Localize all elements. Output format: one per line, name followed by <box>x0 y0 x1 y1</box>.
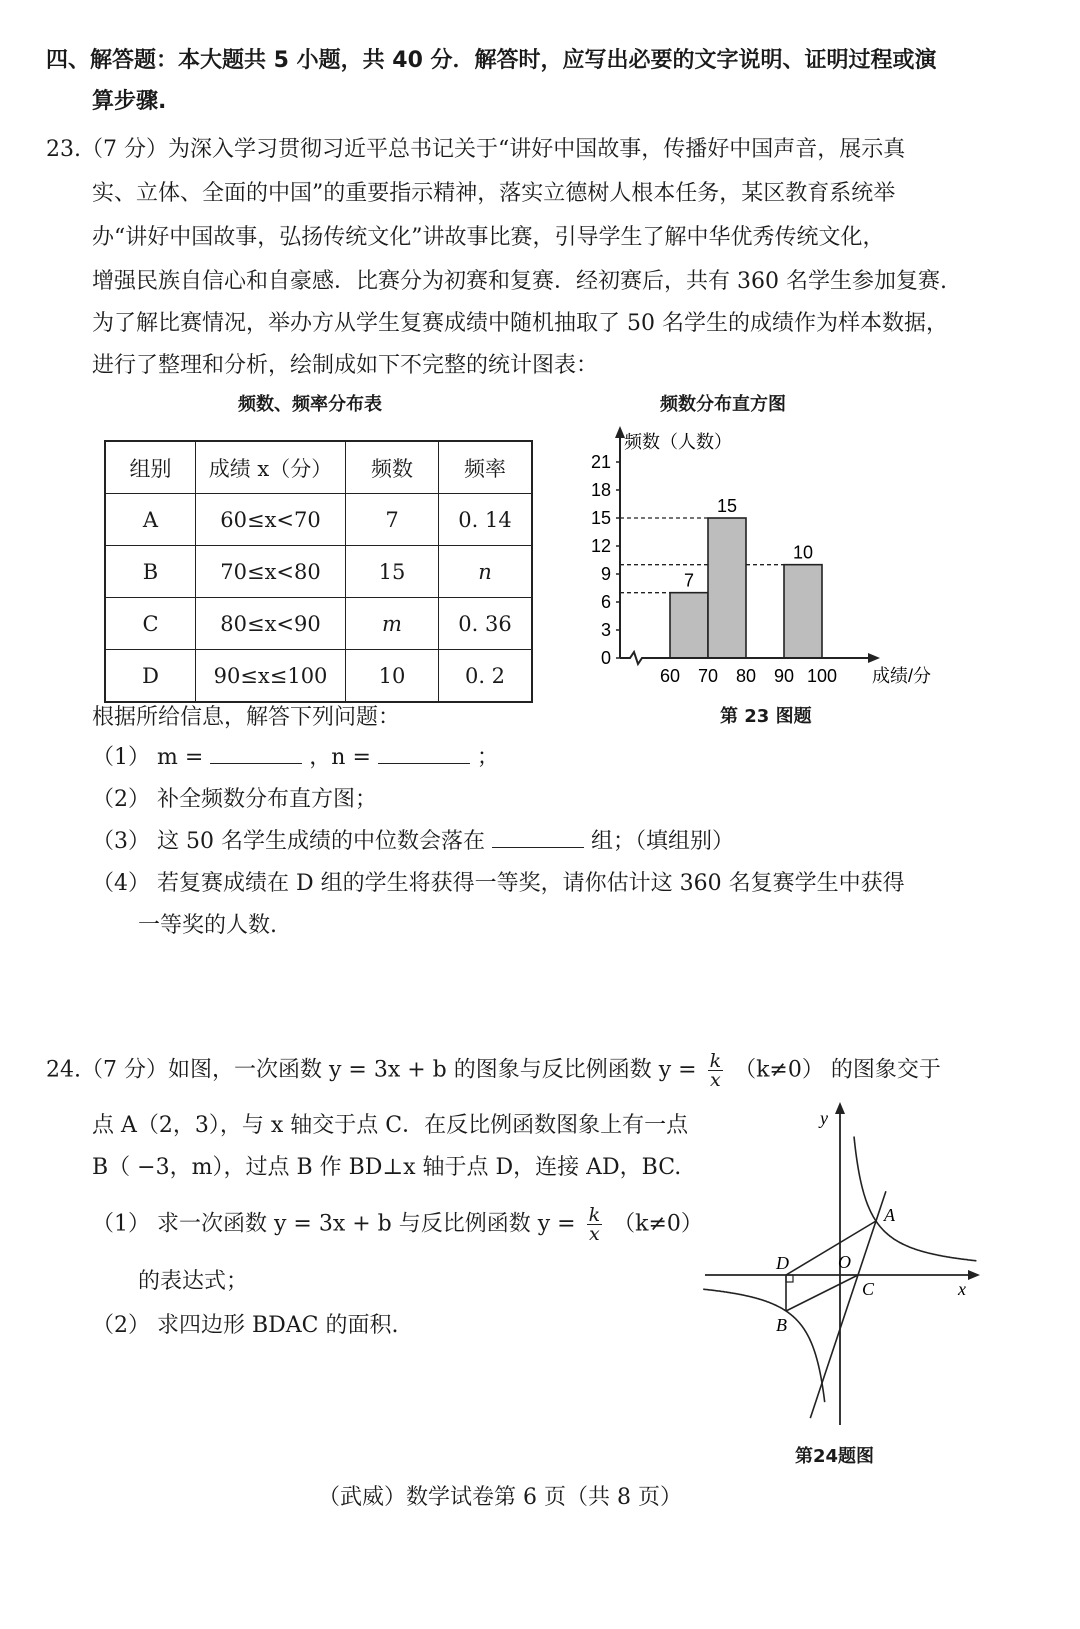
x-axis-arrow-icon <box>968 1270 980 1280</box>
q24-line3: B（ −3，m），过点 B 作 BD⊥x 轴于点 D，连接 AD，BC. <box>92 1155 682 1180</box>
q24-line1-prefix: 24.（7 分）如图，一次函数 y = 3x + b 的图象与反比例函数 y = <box>46 1057 697 1083</box>
fraction-k-over-x <box>587 1206 603 1243</box>
table-header-cell: 成绩 x（分） <box>196 441 346 494</box>
segment-AD <box>786 1221 876 1275</box>
x-axis-label: 成绩/分 <box>872 666 932 686</box>
q23-instruction: 根据所给信息，解答下列问题： <box>92 705 401 730</box>
histogram-bar <box>784 565 822 658</box>
bar-data-label: 15 <box>716 496 738 516</box>
table-row <box>105 494 532 546</box>
table-cell: C <box>105 598 196 650</box>
x-axis-label: x <box>958 1279 966 1299</box>
x-tick-label: 100 <box>806 666 838 686</box>
figure-24-caption: 第24题图 <box>795 1446 875 1467</box>
section-heading-line1: 四、解答题：本大题共 5 小题，共 40 分．解答时，应写出必要的文字说明、证明过程或演 <box>46 48 937 73</box>
q23-sub1-prefix: （1） m = <box>92 745 204 770</box>
x-tick-label: 90 <box>773 666 795 686</box>
y-axis-arrow-icon <box>835 1102 845 1114</box>
y-tick-label: 12 <box>590 536 611 556</box>
figure-23-caption: 第 23 图题 <box>720 706 812 727</box>
fraction-k-over-x <box>708 1052 724 1089</box>
q23-sub4-line1: （4） 若复赛成绩在 D 组的学生将获得一等奖，请你估计这 360 名复赛学生中获得 <box>92 871 905 896</box>
bar-data-label: 7 <box>683 570 695 591</box>
q23-line: 23.（7 分）为深入学习贯彻习近平总书记关于“讲好中国故事，传播好中国声音，展示真 <box>46 137 906 162</box>
right-angle-mark <box>786 1275 793 1282</box>
point-D-label: D <box>776 1253 789 1273</box>
histogram-bar <box>708 518 746 658</box>
y-tick-label: 9 <box>600 564 611 584</box>
table-cell: 10 <box>346 650 439 703</box>
table-cell: 80≤x<90 <box>196 598 346 650</box>
y-tick-label: 3 <box>600 620 611 640</box>
table-row <box>105 598 532 650</box>
table-cell: 60≤x<70 <box>196 494 346 546</box>
q24-sub1-prefix: （1） 求一次函数 y = 3x + b 与反比例函数 y = <box>92 1211 576 1237</box>
answer-blank-n[interactable] <box>378 745 470 764</box>
q23-line: 办“讲好中国故事，弘扬传统文化”讲故事比赛，引导学生了解中华优秀传统文化， <box>92 225 885 250</box>
table-cell: 0. 14 <box>439 494 533 546</box>
y-tick-label: 6 <box>600 592 611 612</box>
linear-function-line <box>810 1191 886 1418</box>
q23-sub4-line2: 一等奖的人数. <box>138 913 277 938</box>
q23-sub3-prefix: （3） 这 50 名学生成绩的中位数会落在 <box>92 829 485 854</box>
section-heading-line2: 算步骤. <box>92 89 167 114</box>
table-cell: 0. 36 <box>439 598 533 650</box>
q23-line: 为了解比赛情况，举办方从学生复赛成绩中随机抽取了 50 名学生的成绩作为样本数据， <box>92 311 948 336</box>
figure-24-graph <box>700 1100 990 1430</box>
table-cell: 70≤x<80 <box>196 546 346 598</box>
table-cell: 15 <box>346 546 439 598</box>
table-cell: n <box>439 546 533 598</box>
y-axis-ticks <box>591 452 620 668</box>
y-axis-label: 频数（人数） <box>624 432 732 452</box>
table-header-row <box>105 441 532 494</box>
x-tick-label: 60 <box>659 666 681 686</box>
table-cell: 7 <box>346 494 439 546</box>
q23-sub1 <box>92 744 499 772</box>
table-cell: D <box>105 650 196 703</box>
x-axis-arrow-icon <box>868 653 880 663</box>
point-C-label: C <box>862 1279 875 1299</box>
dashed-reference-lines <box>620 518 784 593</box>
fraction-numerator: k <box>588 1204 601 1226</box>
q23-sub2: （2） 补全频数分布直方图； <box>92 787 377 812</box>
y-axis-label: y <box>820 1108 828 1128</box>
q23-sub3-suffix: 组；（填组别） <box>590 829 734 854</box>
q24-line1 <box>46 1052 941 1089</box>
answer-blank-m[interactable] <box>210 745 302 764</box>
hyperbola-branch-third-quadrant <box>703 1289 825 1402</box>
q24-sub1-line2: 的表达式； <box>138 1269 249 1294</box>
table-header-cell: 组别 <box>105 441 196 494</box>
hyperbola-branch-first-quadrant <box>854 1137 976 1261</box>
answer-blank-group[interactable] <box>492 829 584 848</box>
point-A-label: A <box>884 1205 895 1225</box>
table-cell: B <box>105 546 196 598</box>
table-row <box>105 650 532 703</box>
bar-data-label: 10 <box>792 542 814 563</box>
page-footer: （武威）数学试卷第 6 页（共 8 页） <box>318 1485 682 1510</box>
q24-line1-suffix: （k≠0） 的图象交于 <box>734 1057 941 1083</box>
y-tick-label: 0 <box>600 648 611 668</box>
q24-line2: 点 A（2，3），与 x 轴交于点 C．在反比例函数图象上有一点 <box>92 1113 689 1138</box>
fraction-numerator: k <box>709 1050 722 1072</box>
y-tick-label: 18 <box>590 480 611 500</box>
q23-line: 实、立体、全面的中国”的重要指示精神，落实立德树人根本任务，某区教育系统举 <box>92 181 896 206</box>
q23-sub3 <box>92 828 734 856</box>
y-tick-label: 15 <box>590 508 611 528</box>
table-caption: 频数、频率分布表 <box>238 394 382 415</box>
x-tick-label: 70 <box>697 666 719 686</box>
x-axis-ticks <box>660 666 837 686</box>
q24-sub2: （2） 求四边形 BDAC 的面积. <box>92 1313 399 1338</box>
q23-line: 进行了整理和分析，绘制成如下不完整的统计图表： <box>92 353 599 378</box>
table-cell: A <box>105 494 196 546</box>
table-cell: 90≤x≤100 <box>196 650 346 703</box>
histogram-bar <box>670 593 708 658</box>
q23-sub1-mid: ，n = <box>309 745 371 770</box>
fraction-denominator: x <box>709 1069 721 1091</box>
table-cell: m <box>346 598 439 650</box>
chart-caption: 频数分布直方图 <box>660 394 786 415</box>
histogram-chart <box>580 420 980 705</box>
q24-sub1 <box>92 1206 703 1243</box>
point-B-label: B <box>776 1315 787 1335</box>
table-cell: 0. 2 <box>439 650 533 703</box>
table-row <box>105 546 532 598</box>
fraction-denominator: x <box>588 1223 600 1245</box>
frequency-table <box>104 440 533 703</box>
q23-sub1-end: ； <box>476 745 499 770</box>
y-tick-label: 21 <box>590 452 611 472</box>
table-header-cell: 频率 <box>439 441 533 494</box>
q24-sub1-suffix: （k≠0） <box>613 1211 703 1237</box>
table-header-cell: 频数 <box>346 441 439 494</box>
point-O-label: O <box>838 1252 851 1272</box>
x-tick-label: 80 <box>735 666 757 686</box>
q23-line: 增强民族自信心和自豪感．比赛分为初赛和复赛．经初赛后，共有 360 名学生参加复赛. <box>92 269 947 294</box>
